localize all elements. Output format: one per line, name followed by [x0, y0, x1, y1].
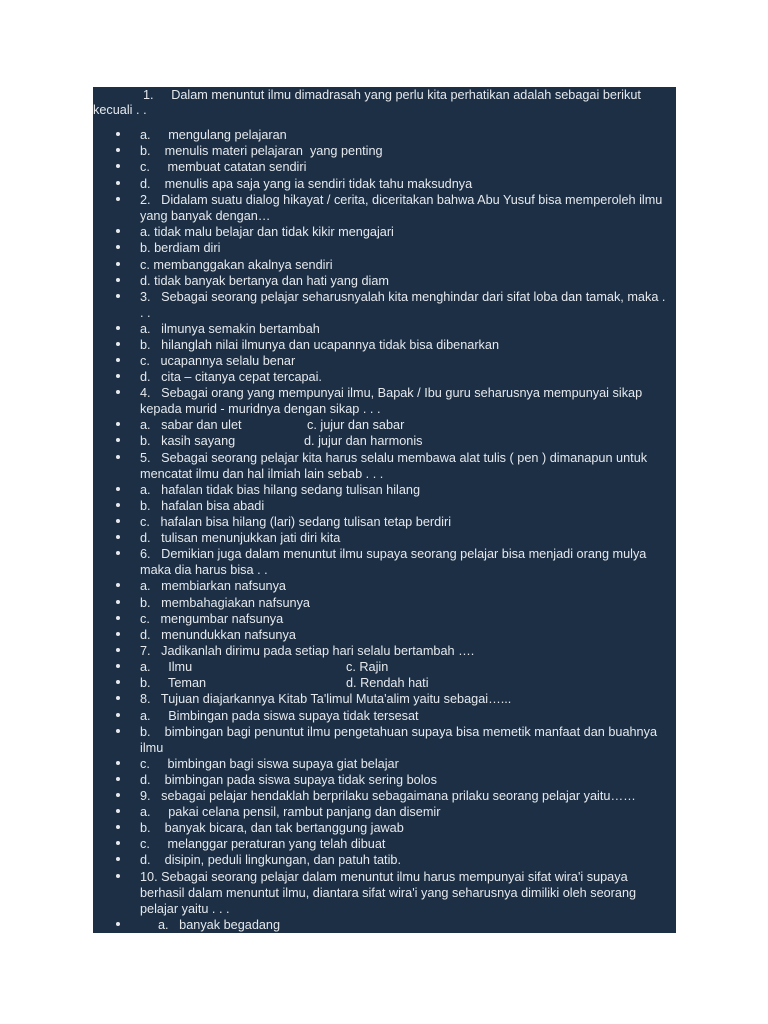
- list-item: [0, 546, 676, 562]
- option-text: c. membuat catatan sendiri: [140, 160, 307, 174]
- option-text: c. melanggar peraturan yang telah dibuat: [140, 837, 386, 851]
- option-text: b. Teman: [140, 676, 207, 690]
- bullet-icon: [116, 132, 120, 136]
- option-text: a. Ilmu: [140, 660, 193, 674]
- bullet-icon: [116, 600, 120, 604]
- list-item: [0, 498, 676, 514]
- bullet-icon: [116, 632, 120, 636]
- option-text: c. hafalan bisa hilang (lari) sedang tulisan tetap berdiri: [140, 515, 452, 529]
- list-item: [0, 627, 676, 643]
- list-item: [0, 289, 676, 305]
- bullet-icon: [116, 358, 120, 362]
- list-item: [0, 724, 676, 740]
- list-item: [0, 869, 676, 885]
- option-text: a. hafalan tidak bias hilang sedang tulisan hilang: [140, 483, 421, 497]
- option-text: a. membiarkan nafsunya: [140, 579, 286, 593]
- list-item: [0, 578, 676, 594]
- list-item: [0, 417, 676, 433]
- question-text: yang banyak dengan…: [140, 209, 271, 223]
- list-item: [0, 433, 676, 449]
- question-text: 3. Sebagai seorang pelajar seharusnyalah kita menghindar dari sifat loba dan tamak, maka .: [140, 290, 666, 304]
- option-text: b. hafalan bisa abadi: [140, 499, 265, 513]
- list-item: [0, 127, 676, 143]
- list-item: [0, 530, 676, 546]
- option-text: b. banyak bicara, dan tak bertanggung jawab: [140, 821, 404, 835]
- list-item: [0, 224, 676, 240]
- bullet-icon: [116, 148, 120, 152]
- bullet-icon: [116, 455, 120, 459]
- question-text: 9. sebagai pelajar hendaklah berprilaku sebagaimana prilaku seorang pelajar yaitu……: [140, 789, 636, 803]
- option-text: a. sabar dan ulet: [140, 418, 242, 432]
- option-text: b. kasih sayang: [140, 434, 236, 448]
- list-item: [0, 836, 676, 852]
- question-text: kecuali . .: [93, 103, 147, 117]
- option-text: a. tidak malu belajar dan tidak kikir mengajari: [140, 225, 394, 239]
- option-text: a. ilmunya semakin bertambah: [140, 322, 320, 336]
- list-item: [0, 353, 676, 369]
- list-item: [0, 385, 676, 401]
- list-item: [0, 852, 676, 868]
- option-text: d. jujur dan harmonis: [304, 434, 423, 448]
- bullet-icon: [116, 374, 120, 378]
- question-text: kepada murid - muridnya dengan sikap . . .: [140, 402, 381, 416]
- option-text: c. Rajin: [346, 660, 389, 674]
- bullet-icon: [116, 696, 120, 700]
- option-text: c. bimbingan bagi siswa supaya giat belajar: [140, 757, 399, 771]
- question-text: 10. Sebagai seorang pelajar dalam menuntut ilmu harus mempunyai sifat wira'i supaya: [140, 870, 628, 884]
- list-item-cont: [0, 901, 676, 917]
- bullet-icon: [116, 857, 120, 861]
- list-item: [0, 675, 676, 691]
- bullet-icon: [116, 583, 120, 587]
- option-text: d. menulis apa saja yang ia sendiri tidak tahu maksudnya: [140, 177, 473, 191]
- list-item-cont: [0, 466, 676, 482]
- list-item: [0, 257, 676, 273]
- list-item: [0, 643, 676, 659]
- list-item: [0, 788, 676, 804]
- list-item-cont: [0, 208, 676, 224]
- bullet-icon: [116, 229, 120, 233]
- document-page: [0, 87, 676, 933]
- bullet-icon: [116, 551, 120, 555]
- bullet-icon: [116, 664, 120, 668]
- question-text: 1. Dalam menuntut ilmu dimadrasah yang perlu kita perhatikan adalah sebagai berikut: [143, 88, 641, 102]
- question-text: berhasil dalam menuntut ilmu, diantara sifat wira'i yang seharusnya dimiliki oleh seorang: [140, 886, 637, 900]
- list-item: [0, 273, 676, 289]
- bullet-icon: [116, 294, 120, 298]
- question-text: 4. Sebagai orang yang mempunyai ilmu, Bapak / Ibu guru seharusnya mempunyai sikap: [140, 386, 643, 400]
- list-item: [0, 337, 676, 353]
- option-text: d. tulisan menunjukkan jati diri kita: [140, 531, 341, 545]
- option-text: a. pakai celana pensil, rambut panjang dan disemir: [140, 805, 441, 819]
- list-item: [0, 611, 676, 627]
- bullet-icon: [116, 874, 120, 878]
- option-text: ilmu: [140, 741, 164, 755]
- list-item: [0, 595, 676, 611]
- bullet-icon: [116, 503, 120, 507]
- bullet-icon: [116, 326, 120, 330]
- list-item-cont: [0, 740, 676, 756]
- bullet-icon: [116, 278, 120, 282]
- list-item: [0, 240, 676, 256]
- bullet-icon: [116, 181, 120, 185]
- option-text: a. mengulang pelajaran: [140, 128, 287, 142]
- option-text: c. mengumbar nafsunya: [140, 612, 284, 626]
- bullet-icon: [116, 922, 120, 926]
- bullet-icon: [116, 535, 120, 539]
- option-text: b. membahagiakan nafsunya: [140, 596, 310, 610]
- list-item: [0, 321, 676, 337]
- option-text: b. menulis materi pelajaran yang penting: [140, 144, 383, 158]
- list-item-cont: [0, 305, 676, 321]
- list-item: [0, 482, 676, 498]
- list-item: [0, 143, 676, 159]
- list-item: [0, 772, 676, 788]
- option-text: a. Bimbingan pada siswa supaya tidak tersesat: [140, 709, 419, 723]
- bullet-icon: [116, 422, 120, 426]
- option-text: c. jujur dan sabar: [307, 418, 405, 432]
- bullet-icon: [116, 438, 120, 442]
- option-text: d. menundukkan nafsunya: [140, 628, 296, 642]
- option-text: d. cita – citanya cepat tercapai.: [140, 370, 322, 384]
- option-text: d. Rendah hati: [346, 676, 429, 690]
- list-item: [0, 917, 676, 933]
- list-item: [0, 659, 676, 675]
- bullet-icon: [116, 519, 120, 523]
- option-text: c. membanggakan akalnya sendiri: [140, 258, 333, 272]
- bullet-icon: [116, 487, 120, 491]
- list-item: [0, 708, 676, 724]
- list-item-cont: [0, 401, 676, 417]
- question-text: 8. Tujuan diajarkannya Kitab Ta'limul Muta'alim yaitu sebagai…...: [140, 692, 512, 706]
- question-1: [0, 87, 676, 103]
- list-item: [0, 192, 676, 208]
- list-item: [0, 756, 676, 772]
- question-text: maka dia harus bisa . .: [140, 563, 268, 577]
- option-text: a. banyak begadang: [158, 918, 281, 932]
- bullet-icon: [116, 777, 120, 781]
- bullet-icon: [116, 809, 120, 813]
- bullet-icon: [116, 761, 120, 765]
- question-text: . .: [140, 306, 151, 320]
- question-text: pelajar yaitu . . .: [140, 902, 230, 916]
- option-text: d. disipin, peduli lingkungan, dan patuh tatib.: [140, 853, 401, 867]
- bullet-icon: [116, 164, 120, 168]
- bullet-icon: [116, 713, 120, 717]
- bullet-icon: [116, 680, 120, 684]
- bullet-icon: [116, 729, 120, 733]
- question-text: 5. Sebagai seorang pelajar kita harus selalu membawa alat tulis ( pen ) dimanapun untuk: [140, 451, 648, 465]
- list-item: [0, 176, 676, 192]
- option-text: b. hilanglah nilai ilmunya dan ucapannya tidak bisa dibenarkan: [140, 338, 500, 352]
- list-item: [0, 159, 676, 175]
- question-text: 7. Jadikanlah dirimu pada setiap hari selalu bertambah ….: [140, 644, 475, 658]
- option-text: c. ucapannya selalu benar: [140, 354, 296, 368]
- option-text: d. tidak banyak bertanya dan hati yang diam: [140, 274, 389, 288]
- option-text: d. bimbingan pada siswa supaya tidak sering bolos: [140, 773, 437, 787]
- bullet-icon: [116, 390, 120, 394]
- option-text: b. berdiam diri: [140, 241, 221, 255]
- list-item: [0, 820, 676, 836]
- bullet-icon: [116, 841, 120, 845]
- list-item-cont: [0, 562, 676, 578]
- list-item: [0, 450, 676, 466]
- list-item: [0, 369, 676, 385]
- bullet-icon: [116, 616, 120, 620]
- list-item-cont: [0, 885, 676, 901]
- bullet-icon: [116, 245, 120, 249]
- bullet-icon: [116, 262, 120, 266]
- question-text: 2. Didalam suatu dialog hikayat / cerita, diceritakan bahwa Abu Yusuf bisa memperoleh ilmu: [140, 193, 663, 207]
- bullet-icon: [116, 793, 120, 797]
- list-item: [0, 804, 676, 820]
- bullet-icon: [116, 825, 120, 829]
- question-text: mencatat ilmu dan hal ilmiah lain sebab . . .: [140, 467, 384, 481]
- list-item: [0, 514, 676, 530]
- question-text: 6. Demikian juga dalam menuntut ilmu supaya seorang pelajar bisa menjadi orang mulya: [140, 547, 647, 561]
- option-text: b. bimbingan bagi penuntut ilmu pengetahuan supaya bisa memetik manfaat dan buahnya: [140, 725, 658, 739]
- question-1-cont: [0, 102, 676, 118]
- bullet-icon: [116, 648, 120, 652]
- bullet-icon: [116, 342, 120, 346]
- list-item: [0, 691, 676, 707]
- bullet-icon: [116, 197, 120, 201]
